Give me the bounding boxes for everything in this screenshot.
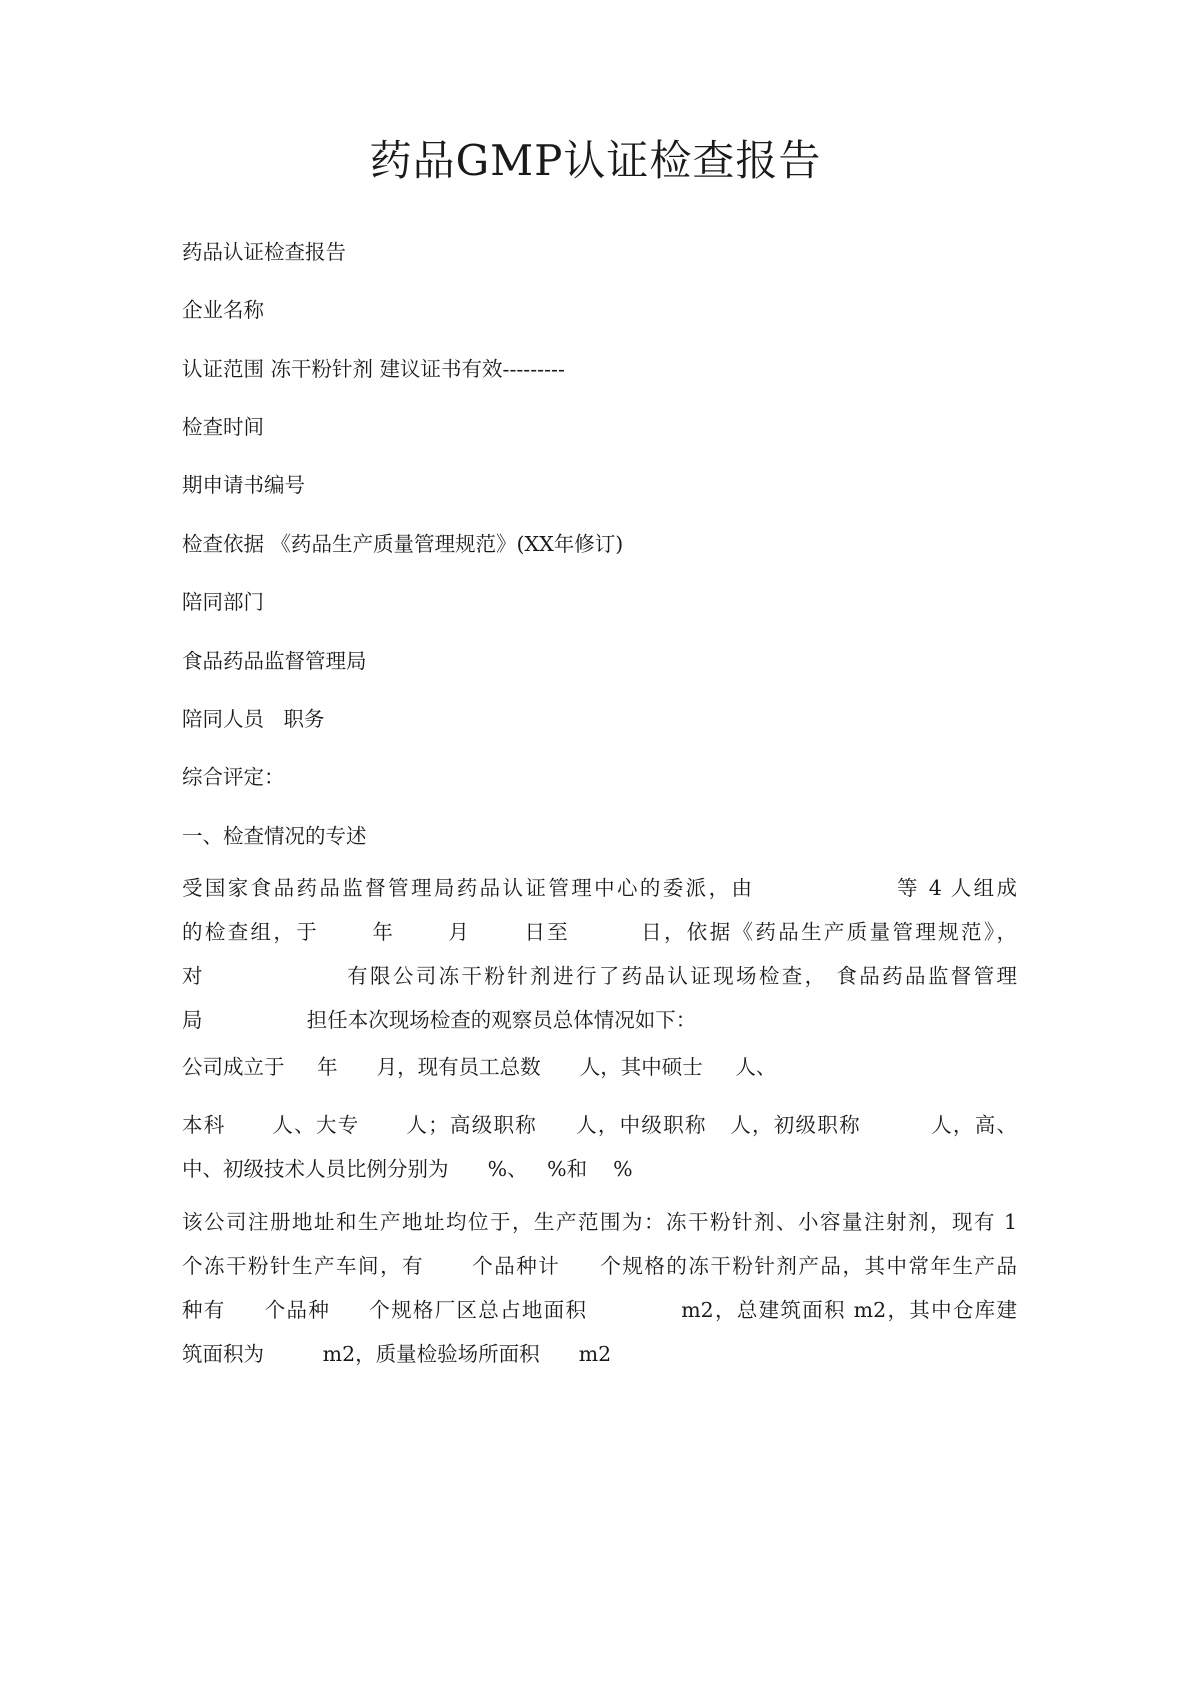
company-name-field: 企业名称 [182,298,264,322]
inspection-overview-paragraph [182,866,1017,1042]
inspection-basis-field: 检查依据 《药品生产质量管理规范》(XX年修订) [182,532,624,556]
agency-name: 食品药品监督管理局 [182,649,367,673]
accompanying-personnel-field: 陪同人员 职务 [182,707,325,731]
paragraph-line: 受国家食品药品监督管理局药品认证管理中心的委派，由 等 4 人组成 [182,876,1017,900]
paragraph-line: 局 担任本次现场检查的观察员总体情况如下： [182,1008,697,1032]
paragraph-line: 对 有限公司冻干粉针剂进行了药品认证现场检查， 食品药品监督管理 [182,964,1017,988]
certification-scope-field: 认证范围 冻干粉针剂 建议证书有效--------- [182,357,565,381]
paragraph-line: 公司成立于 年 月，现有员工总数 人，其中硕士 人、 [182,1055,777,1079]
paragraph-line: 中、初级技术人员比例分别为 %、 %和 % [182,1157,633,1181]
paragraph-line: 的检查组，于 年 月 日至 日，依据《药品生产质量管理规范》， [182,920,1017,944]
overall-assessment-heading: 综合评定： [182,765,285,789]
accompanying-department-field: 陪同部门 [182,590,264,614]
section-one-heading: 一、检查情况的专述 [182,824,367,848]
application-number-field: 期申请书编号 [182,473,305,497]
company-founding-paragraph [182,1045,1017,1089]
report-heading: 药品认证检查报告 [182,240,346,264]
document-title: 药品GMP认证检查报告 [369,136,822,185]
paragraph-line: 该公司注册地址和生产地址均位于，生产范围为：冻干粉针剂、小容量注射剂，现有 1 [182,1210,1017,1234]
staff-qualification-paragraph [182,1103,1017,1191]
paragraph-line: 种有 个品种 个规格厂区总占地面积 m2，总建筑面积 m2，其中仓库建 [182,1298,1017,1322]
facility-description-paragraph [182,1200,1017,1376]
paragraph-line: 个冻干粉针生产车间，有 个品种计 个规格的冻干粉针剂产品，其中常年生产品 [182,1254,1017,1278]
inspection-time-field: 检查时间 [182,415,264,439]
paragraph-line: 本科 人、大专 人；高级职称 人，中级职称 人，初级职称 人，高、 [182,1113,1017,1137]
paragraph-line: 筑面积为 m2，质量检验场所面积 m2 [182,1342,612,1366]
